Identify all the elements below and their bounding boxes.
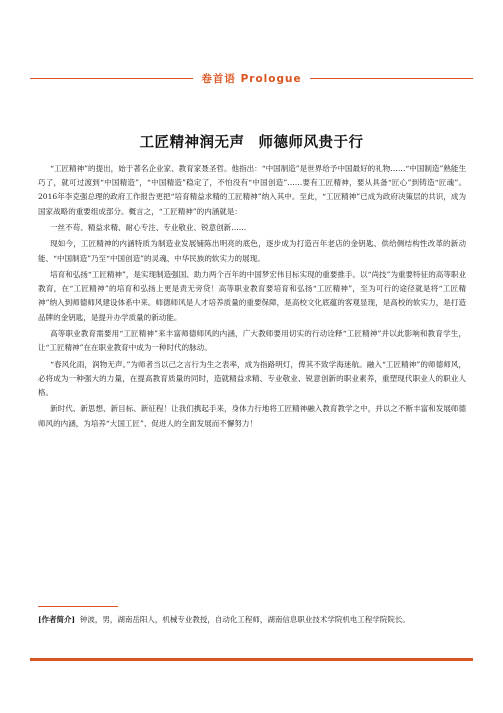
article-title (0, 131, 503, 152)
header-rule-left (30, 78, 193, 79)
paragraph-4: 培育和弘扬“工匠精神”，是实现制造强国、助力两个百年的中国梦宏伟目标实现的重要推手。以“尚技”为重要特征的高等职业教育，在“工匠精神”的培育和弘扬上更是责无旁贷！高等职业教育要培育和弘扬“工匠精神”，至为可行的途径就是将“工匠精神”纳入到师德师风建设体系中来。师德师风是人才培养质量的重要保障，是高校文化底蕴的客观显现，是高校的软实力，是打造品牌的金钥匙，是提升办学质量的新动能。 (38, 269, 466, 322)
paragraph-3: 现如今，工匠精神的内涵特质为制造业发展铺陈出明亮的底色，逐步成为打造百年老店的金钥匙、供给侧结构性改革的新动能、“中国制造”乃至“中国创造”的灵魂、中华民族的软实力的展现。 (38, 239, 466, 263)
paragraph-5: 高等职业教育需要用“工匠精神”来丰富师德师风的内涵，广大教师要用切实的行动诠释“工匠精神”并以此影响和教育学生，让“工匠精神”在在职业教育中成为一种时代的脉动。 (38, 328, 466, 353)
paragraph-2: 一丝不苟、精益求精、耐心专注、专业敬业、锐意创新…… (50, 223, 247, 232)
author-rule (38, 606, 118, 607)
author-bio (38, 613, 466, 627)
title-right: 师德师风贵于行 (258, 135, 364, 151)
paragraph-1: “工匠精神”的提出，始于著名企业家、教育家聂圣哲。他指出：“中国制造”是世界给予中国最好的礼物……“中国制造”熟能生巧了，就可过渡到“中国精造”，“中国精造”稳定了，不怕没有“中国创造”……要有工匠精神，要从具备“匠心”到铸造“匠魂”。2016年李克强总理的政府工作报告更把“培育精益求精的工匠精神”纳入其中。至此，“工匠精神”已成为政府决策层的共识，成为国家战略的重要组成部分。概言之，“工匠精神”的内涵就是： (38, 164, 466, 216)
paragraph-6: “春风化雨，润物无声。”为师者当以己之言行为生之表率，成为指路明灯，俾其不致学海迷航。融入“工匠精神”的师德师风，必将成为一种强大的力量，在提高教育质量的同时，造就精益求精、专业敬业、锐意创新的职业素养，重塑现代职业人的职业人格。 (38, 359, 466, 397)
prologue-label: 卷首语 Prologue (201, 72, 302, 85)
article-body (38, 162, 466, 433)
bottom-bar (30, 658, 473, 661)
header-rule-right (310, 78, 473, 79)
prologue-header (30, 70, 473, 86)
title-left: 工匠精神润无声 (139, 135, 245, 151)
author-text: 钟波，男，湖南岳阳人，机械专业教授，自动化工程师，湖南信息职业技术学院机电工程学院院长。 (79, 615, 410, 624)
paragraph-7: 新时代、新思想、新目标、新征程！让我们携起手来，身体力行地将工匠精神融入教育教学之中，并以之不断丰富和发展师德师风的内涵，为培养“大国工匠”、促进人的全面发展而不懈努力！ (38, 404, 466, 428)
author-tag: [作者简介] (38, 615, 76, 624)
